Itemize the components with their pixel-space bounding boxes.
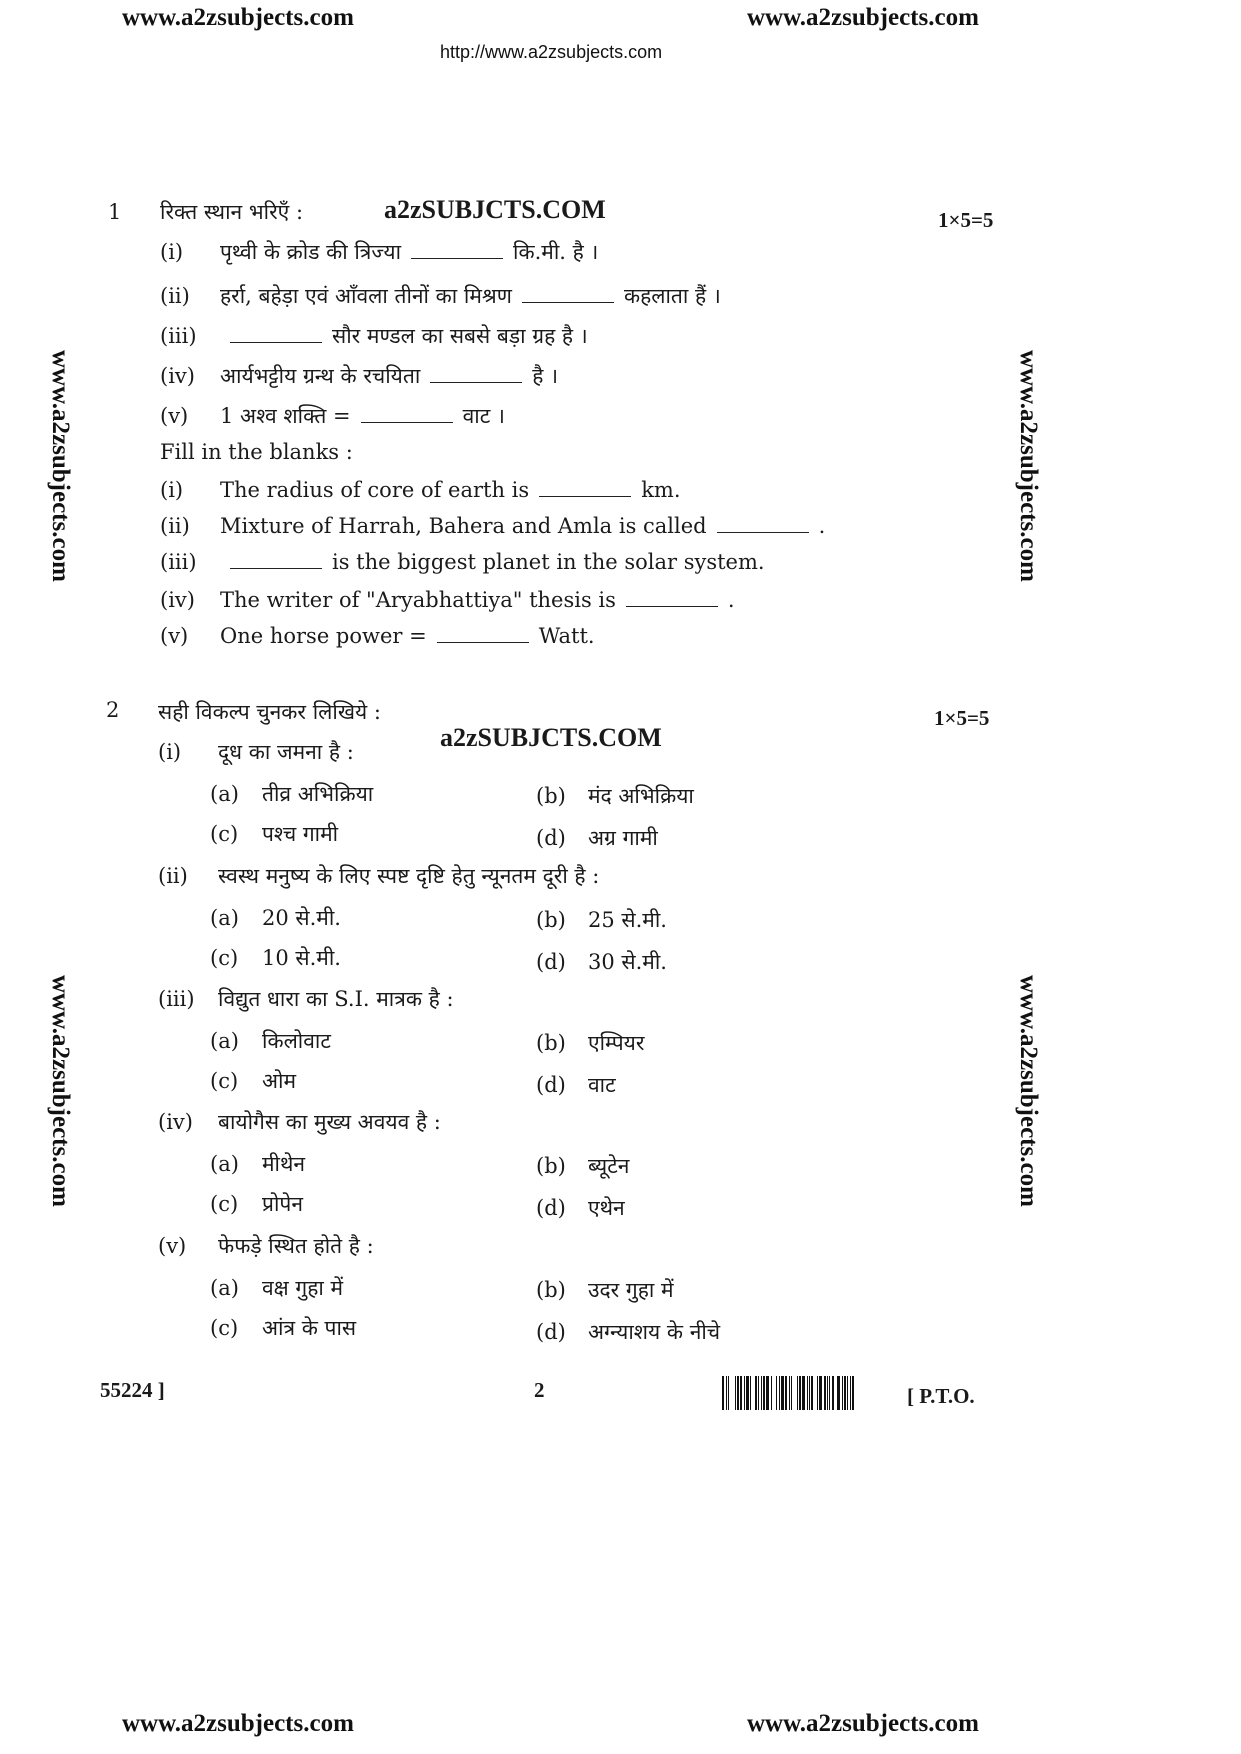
q2-question-number: (iii) bbox=[158, 987, 195, 1011]
q2-option-label: (a) bbox=[210, 1152, 239, 1176]
q2-option-label: (d) bbox=[536, 1320, 566, 1344]
q1-heading-hindi: रिक्त स्थान भरिएँ : bbox=[160, 200, 304, 224]
answer-blank bbox=[626, 605, 718, 607]
answer-blank bbox=[361, 421, 453, 423]
q1-hindi-item bbox=[160, 238, 598, 266]
page-number: 2 bbox=[534, 1378, 545, 1402]
q1-hindi-item-number: (iv) bbox=[160, 364, 195, 388]
q2-number: 2 bbox=[106, 698, 120, 722]
side-watermark-right-bottom: www.a2zsubjects.com bbox=[1015, 975, 1042, 1207]
barcode-bar bbox=[779, 1376, 780, 1410]
q2-option bbox=[536, 1194, 625, 1222]
q2-option-label: (a) bbox=[210, 782, 239, 806]
q2-option-label: (a) bbox=[210, 1029, 239, 1053]
barcode-bar bbox=[781, 1376, 784, 1410]
q2-option bbox=[210, 944, 341, 972]
q2-option-text: उदर गुहा में bbox=[588, 1278, 674, 1302]
barcode-bar bbox=[844, 1376, 846, 1410]
barcode-bar bbox=[791, 1376, 792, 1410]
q2-option-label: (c) bbox=[210, 1316, 239, 1340]
q2-question-text: स्वस्थ मनुष्य के लिए स्पष्ट दृष्टि हेतु न्यूनतम दूरी है : bbox=[218, 864, 600, 888]
q2-option-text: 10 से.मी. bbox=[262, 946, 341, 970]
header-watermark-right: www.a2zsubjects.com bbox=[747, 4, 979, 31]
barcode-bar bbox=[827, 1376, 828, 1410]
q2-option bbox=[210, 1274, 343, 1302]
q2-question-number: (ii) bbox=[158, 864, 188, 888]
q1-hindi-item-text-after: वाट । bbox=[462, 404, 505, 428]
q2-option-text: आंत्र के पास bbox=[262, 1316, 357, 1340]
q2-option bbox=[536, 948, 667, 976]
q1-english-item-text-after: . bbox=[727, 588, 735, 612]
q1-english-item-text-before: Mixture of Harrah, Bahera and Amla is called bbox=[220, 514, 707, 538]
q2-option bbox=[210, 1027, 331, 1055]
q1-brand-watermark: a2zSUBJCTS.COM bbox=[384, 195, 606, 224]
q2-option-text: 25 से.मी. bbox=[588, 908, 667, 932]
q2-option bbox=[210, 820, 338, 848]
q1-english-item bbox=[160, 588, 735, 612]
q2-option-text: प्रोपेन bbox=[262, 1192, 303, 1216]
q2-option-label: (b) bbox=[536, 1031, 566, 1055]
barcode-bar bbox=[824, 1376, 826, 1410]
q1-english-item-number: (i) bbox=[160, 478, 184, 502]
q1-hindi-item bbox=[160, 362, 558, 390]
paper-code: 55224 ] bbox=[100, 1378, 165, 1402]
q2-question-number: (i) bbox=[158, 740, 182, 764]
barcode-bar bbox=[758, 1376, 759, 1410]
q2-option-text: अग्न्याशय के नीचे bbox=[588, 1320, 721, 1344]
q1-hindi-item-text-before: हर्रा, बहेड़ा एवं आँवला तीनों का मिश्रण bbox=[220, 284, 512, 308]
q2-option-text: एम्पियर bbox=[588, 1031, 645, 1055]
footer-watermark-left: www.a2zsubjects.com bbox=[122, 1710, 354, 1737]
side-watermark-left-top: www.a2zsubjects.com bbox=[47, 350, 74, 582]
q2-option-text: मीथेन bbox=[262, 1152, 306, 1176]
q1-hindi-item-text-before: पृथ्वी के क्रोड की त्रिज्या bbox=[220, 240, 402, 264]
barcode-bar bbox=[837, 1376, 840, 1410]
barcode-bar bbox=[722, 1376, 724, 1410]
q2-option-label: (d) bbox=[536, 1196, 566, 1220]
q1-english-item-number: (ii) bbox=[160, 514, 190, 538]
q1-english-item bbox=[160, 550, 765, 574]
q2-option-label: (c) bbox=[210, 1192, 239, 1216]
q1-hindi-item-text-after: कि.मी. है । bbox=[513, 240, 599, 264]
q2-option-label: (b) bbox=[536, 784, 566, 808]
q2-option-text: 30 से.मी. bbox=[588, 950, 667, 974]
answer-blank bbox=[230, 567, 322, 569]
header-url: http://www.a2zsubjects.com bbox=[440, 42, 663, 62]
q2-option-label: (d) bbox=[536, 950, 566, 974]
q1-hindi-item-number: (ii) bbox=[160, 284, 190, 308]
q2-option-label: (a) bbox=[210, 906, 239, 930]
q1-english-item-number: (v) bbox=[160, 624, 189, 648]
q2-option-label: (c) bbox=[210, 822, 239, 846]
answer-blank bbox=[522, 301, 614, 303]
q2-question-text: दूध का जमना है : bbox=[218, 740, 354, 764]
side-watermark-left-bottom: www.a2zsubjects.com bbox=[47, 975, 74, 1207]
q2-question-number: (v) bbox=[158, 1234, 187, 1258]
barcode-bar bbox=[842, 1376, 843, 1410]
q2-option-text: एथेन bbox=[588, 1196, 625, 1220]
answer-blank bbox=[717, 531, 809, 533]
barcode-bar bbox=[771, 1376, 772, 1410]
q1-hindi-item-number: (iii) bbox=[160, 324, 197, 348]
q2-option-text: ओम bbox=[262, 1069, 297, 1093]
header-watermark-left: www.a2zsubjects.com bbox=[122, 4, 354, 31]
q2-option-label: (d) bbox=[536, 826, 566, 850]
q2-option-text: ब्यूटेन bbox=[588, 1154, 630, 1178]
q2-option-text: मंद अभिक्रिया bbox=[588, 784, 694, 808]
barcode-bar bbox=[852, 1376, 854, 1410]
q1-english-item-number: (iv) bbox=[160, 588, 195, 612]
barcode-bar bbox=[744, 1376, 745, 1410]
barcode-bar bbox=[730, 1376, 733, 1410]
footer-watermark-right: www.a2zsubjects.com bbox=[747, 1710, 979, 1737]
q2-option-text: वाट bbox=[588, 1073, 616, 1097]
q1-hindi-item-text-after: सौर मण्डल का सबसे बड़ा ग्रह है । bbox=[332, 324, 588, 348]
barcode-bar bbox=[815, 1376, 816, 1410]
q2-brand-watermark: a2zSUBJCTS.COM bbox=[440, 723, 662, 752]
q1-marks: 1×5=5 bbox=[938, 208, 994, 232]
answer-blank bbox=[539, 495, 631, 497]
barcode-bar bbox=[776, 1376, 777, 1410]
barcode-bar bbox=[763, 1376, 765, 1410]
barcode-bar bbox=[811, 1376, 813, 1410]
barcode-bar bbox=[793, 1376, 795, 1410]
q1-english-item bbox=[160, 624, 595, 648]
q2-option bbox=[210, 780, 373, 808]
q2-question-text: फेफड़े स्थित होते है : bbox=[218, 1234, 374, 1258]
barcode-bar bbox=[761, 1376, 762, 1410]
barcode-bar bbox=[797, 1376, 798, 1410]
barcode-bar bbox=[737, 1376, 739, 1410]
q2-question bbox=[158, 862, 599, 890]
q2-option bbox=[210, 904, 341, 932]
q1-hindi-item-number: (v) bbox=[160, 404, 189, 428]
barcode-bar bbox=[735, 1376, 736, 1410]
q2-option-label: (b) bbox=[536, 1154, 566, 1178]
answer-blank bbox=[230, 341, 322, 343]
q1-hindi-item-number: (i) bbox=[160, 240, 184, 264]
barcode-bar bbox=[746, 1376, 749, 1410]
barcode-bar bbox=[750, 1376, 751, 1410]
barcode bbox=[722, 1376, 888, 1410]
q1-number: 1 bbox=[108, 200, 122, 224]
answer-blank bbox=[437, 641, 529, 643]
q2-option bbox=[210, 1314, 356, 1342]
q2-option-label: (b) bbox=[536, 1278, 566, 1302]
barcode-bar bbox=[835, 1376, 836, 1410]
q2-option-label: (a) bbox=[210, 1276, 239, 1300]
barcode-bar bbox=[789, 1376, 790, 1410]
q2-option bbox=[536, 1029, 644, 1057]
q2-question-text: बायोगैस का मुख्य अवयव है : bbox=[218, 1110, 441, 1134]
q1-english-item-text-before: The radius of core of earth is bbox=[220, 478, 530, 502]
q2-question bbox=[158, 985, 454, 1013]
q1-english-item-text-after: is the biggest planet in the solar system. bbox=[332, 550, 765, 574]
barcode-bar bbox=[832, 1376, 834, 1410]
q2-question bbox=[158, 1108, 441, 1136]
q2-marks: 1×5=5 bbox=[934, 706, 990, 730]
q1-english-item-number: (iii) bbox=[160, 550, 197, 574]
q1-hindi-item-text-after: है । bbox=[532, 364, 559, 388]
q2-option-label: (b) bbox=[536, 908, 566, 932]
q1-heading-english: Fill in the blanks : bbox=[160, 440, 353, 464]
q2-option-text: तीव्र अभिक्रिया bbox=[262, 782, 374, 806]
q2-option bbox=[536, 1318, 720, 1346]
q2-question-number: (iv) bbox=[158, 1110, 193, 1134]
q2-option bbox=[536, 782, 694, 810]
barcode-bar bbox=[766, 1376, 769, 1410]
q1-english-item-text-after: . bbox=[818, 514, 826, 538]
q1-hindi-item bbox=[160, 402, 505, 430]
barcode-bar bbox=[728, 1376, 729, 1410]
answer-blank bbox=[430, 381, 522, 383]
q2-option bbox=[210, 1190, 303, 1218]
q2-option-text: 20 से.मी. bbox=[262, 906, 341, 930]
barcode-bar bbox=[773, 1376, 775, 1410]
barcode-bar bbox=[799, 1376, 801, 1410]
barcode-bar bbox=[755, 1376, 757, 1410]
q2-option-text: अग्र गामी bbox=[588, 826, 658, 850]
barcode-bar bbox=[802, 1376, 805, 1410]
q1-english-item-text-before: One horse power = bbox=[220, 624, 427, 648]
q2-question bbox=[158, 1232, 374, 1260]
q2-option-text: किलोवाट bbox=[262, 1029, 331, 1053]
barcode-bar bbox=[819, 1376, 822, 1410]
q2-question-text: विद्युत धारा का S.I. मात्रक है : bbox=[218, 987, 454, 1011]
q1-hindi-item-text-after: कहलाता हैं । bbox=[623, 284, 721, 308]
barcode-bar bbox=[850, 1376, 851, 1410]
q1-hindi-item bbox=[160, 322, 588, 350]
q2-option bbox=[536, 1276, 674, 1304]
barcode-bar bbox=[785, 1376, 787, 1410]
q2-option bbox=[210, 1150, 305, 1178]
q1-english-item-text-before: The writer of "Aryabhattiya" thesis is bbox=[220, 588, 616, 612]
q2-option bbox=[210, 1067, 296, 1095]
q1-hindi-item-text-before: 1 अश्व शक्ति = bbox=[220, 404, 351, 428]
q2-option bbox=[536, 1071, 616, 1099]
q1-english-item-text-after: Watt. bbox=[538, 624, 595, 648]
q2-option-text: पश्च गामी bbox=[262, 822, 339, 846]
barcode-bar bbox=[807, 1376, 808, 1410]
q2-question bbox=[158, 738, 354, 766]
q2-option-label: (c) bbox=[210, 1069, 239, 1093]
q1-english-item-text-after: km. bbox=[641, 478, 681, 502]
barcode-bar bbox=[753, 1376, 754, 1410]
barcode-bar bbox=[829, 1376, 830, 1410]
q2-option-text: वक्ष गुहा में bbox=[262, 1276, 344, 1300]
pto-label: [ P.T.O. bbox=[907, 1384, 975, 1408]
q2-heading-hindi: सही विकल्प चुनकर लिखिये : bbox=[158, 700, 381, 724]
q1-hindi-item-text-before: आर्यभट्टीय ग्रन्थ के रचयिता bbox=[220, 364, 421, 388]
answer-blank bbox=[411, 257, 503, 259]
q2-option-label: (d) bbox=[536, 1073, 566, 1097]
q1-hindi-item bbox=[160, 282, 721, 310]
barcode-bar bbox=[809, 1376, 810, 1410]
q2-option bbox=[536, 824, 658, 852]
barcode-bar bbox=[817, 1376, 818, 1410]
q1-english-item bbox=[160, 514, 825, 538]
barcode-bar bbox=[847, 1376, 848, 1410]
q2-option bbox=[536, 906, 667, 934]
q2-option-label: (c) bbox=[210, 946, 239, 970]
q1-english-item bbox=[160, 478, 681, 502]
barcode-bar bbox=[740, 1376, 742, 1410]
barcode-bar bbox=[726, 1376, 727, 1410]
side-watermark-right-top: www.a2zsubjects.com bbox=[1015, 350, 1042, 582]
q2-option bbox=[536, 1152, 629, 1180]
